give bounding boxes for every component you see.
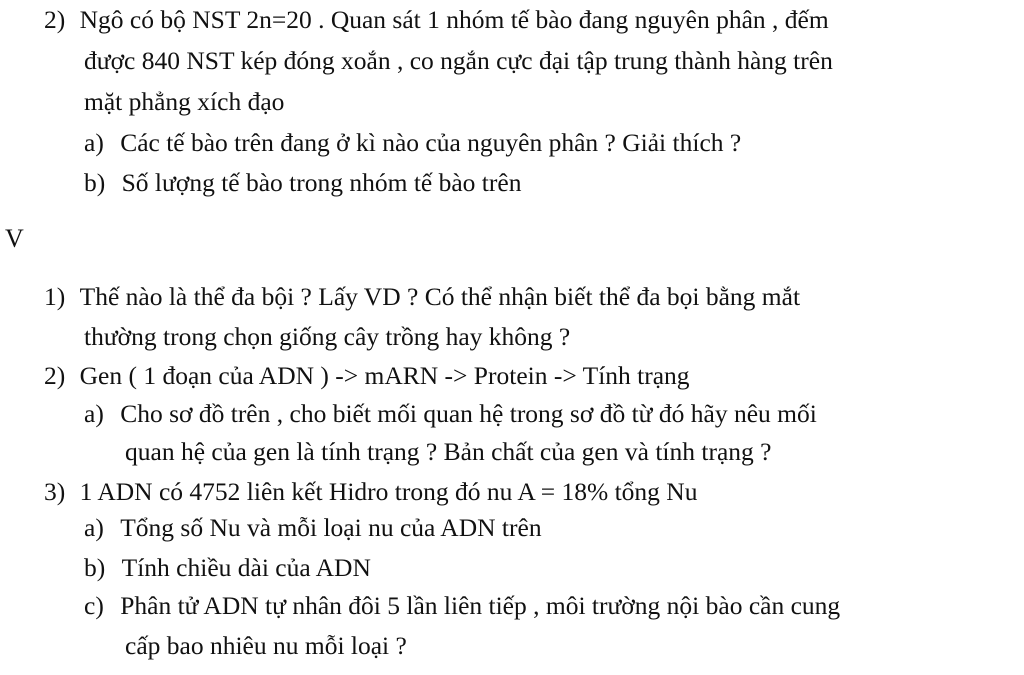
q2-subquestion-a xyxy=(84,127,741,159)
subquestion-label: a) xyxy=(84,128,104,157)
subquestion-label: b) xyxy=(84,553,106,582)
s2-q3-subquestion-a xyxy=(84,512,542,544)
q2-second-line: được 840 NST kép đóng xoắn , co ngắn cực đại tập trung thành hàng trên xyxy=(84,46,833,75)
subquestion-label: c) xyxy=(84,591,104,620)
subquestion-label: b) xyxy=(84,168,106,197)
question-text: Gen ( 1 đoạn của ADN ) -> mARN -> Protein -> Tính trạng xyxy=(79,361,690,390)
subquestion-text: Tính chiều dài của ADN xyxy=(121,553,371,582)
s2-q2-first-line xyxy=(44,360,690,392)
q2-first-line xyxy=(44,4,829,36)
question-number: 3) xyxy=(44,477,66,506)
question-text: Ngô có bộ NST 2n=20 . Quan sát 1 nhóm tế bào đang nguyên phân , đếm xyxy=(79,5,829,34)
subquestion-text: Cho sơ đồ trên , cho biết mối quan hệ trong sơ đồ từ đó hãy nêu mối xyxy=(120,399,817,428)
question-number: 2) xyxy=(44,361,66,390)
question-text: 1 ADN có 4752 liên kết Hidro trong đó nu A = 18% tổng Nu xyxy=(79,477,698,506)
s2-q2-subquestion-a xyxy=(84,398,817,430)
s2-q1-first-line xyxy=(44,281,800,313)
q2-third-line: mặt phẳng xích đạo xyxy=(84,87,285,116)
subquestion-label: a) xyxy=(84,399,104,428)
subquestion-text: Các tế bào trên đang ở kì nào của nguyên phân ? Giải thích ? xyxy=(120,128,742,157)
q2-subquestion-b xyxy=(84,167,521,199)
question-number: 2) xyxy=(44,5,66,34)
question-number: 1) xyxy=(44,282,66,311)
subquestion-label: a) xyxy=(84,513,104,542)
subquestion-text: Số lượng tế bào trong nhóm tế bào trên xyxy=(121,168,522,197)
s2-q3-subquestion-c xyxy=(84,590,840,622)
s2-q3-first-line xyxy=(44,476,697,508)
s2-q3-subquestion-b xyxy=(84,552,371,584)
question-text: Thế nào là thể đa bội ? Lấy VD ? Có thể nhận biết thể đa bọi bằng mắt xyxy=(79,282,801,311)
subquestion-text: Tổng số Nu và mỗi loại nu của ADN trên xyxy=(120,513,542,542)
s2-q1-second-line: thường trong chọn giống cây trồng hay không ? xyxy=(84,322,571,351)
s2-q2-subquestion-a-continued: quan hệ của gen là tính trạng ? Bản chất của gen và tính trạng ? xyxy=(125,437,772,466)
section-marker: V xyxy=(5,224,24,253)
s2-q3-subquestion-c-continued: cấp bao nhiêu nu mỗi loại ? xyxy=(125,631,407,660)
subquestion-text: Phân tử ADN tự nhân đôi 5 lần liên tiếp , môi trường nội bào cần cung xyxy=(120,591,841,620)
